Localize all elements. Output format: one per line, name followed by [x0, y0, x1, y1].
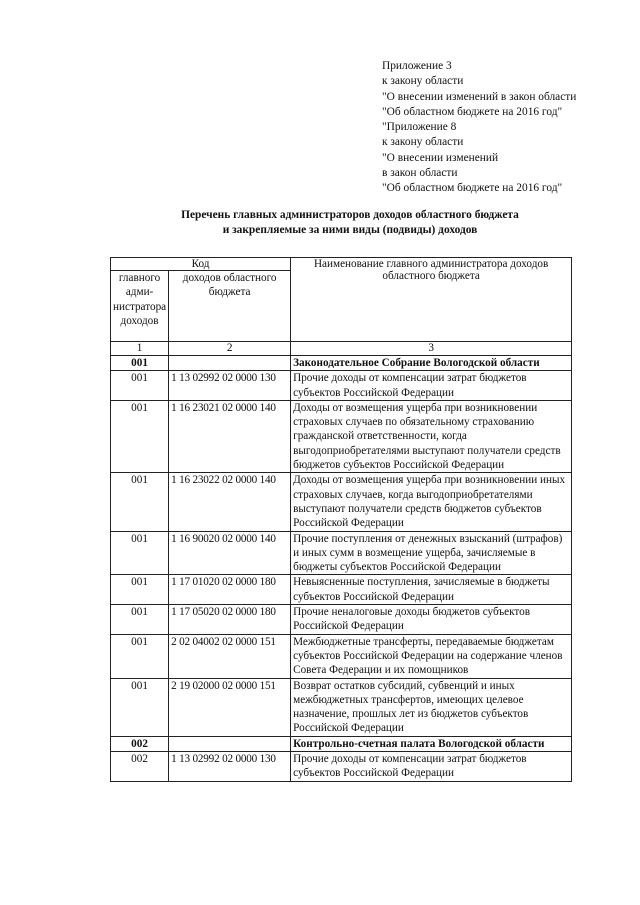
- admin-code-cell: 001: [111, 531, 169, 575]
- column-numbers-row: [111, 342, 572, 356]
- admin-code-cell: 002: [111, 752, 169, 782]
- appendix-line: в закон области: [382, 167, 458, 180]
- table-header-row: [111, 258, 572, 271]
- column-number: 2: [169, 342, 291, 356]
- appendix-line: к закону области: [382, 75, 464, 88]
- revenue-name-cell: Прочие поступления от денежных взысканий (штрафов) и иных сумм в возмещение ущерба, зачисляемые в бюджеты субъектов Российской Федерации: [291, 531, 572, 575]
- table-row: [111, 531, 572, 575]
- revenue-name-cell: Контрольно-счетная палата Вологодской области: [291, 736, 572, 751]
- table-row: [111, 678, 572, 736]
- revenue-code-cell: 1 17 05020 02 0000 180: [169, 605, 291, 635]
- admin-code-cell: 001: [111, 634, 169, 678]
- admin-code-cell: 002: [111, 736, 169, 751]
- revenue-code-cell: [169, 736, 291, 751]
- admin-code-cell: 001: [111, 473, 169, 531]
- admin-code-cell: 001: [111, 605, 169, 635]
- revenue-name-cell: Прочие доходы от компенсации затрат бюджетов субъектов Российской Федерации: [291, 752, 572, 782]
- revenue-name-cell: Доходы от возмещения ущерба при возникновении иных страховых случаев, когда выгодоприобретателями выступают получатели средств бюджетов субъектов Российской Федерации: [291, 473, 572, 531]
- revenue-code-cell: 2 19 02000 02 0000 151: [169, 678, 291, 736]
- revenue-code-cell: 1 16 90020 02 0000 140: [169, 531, 291, 575]
- revenue-name-cell: Прочие доходы от компенсации затрат бюджетов субъектов Российской Федерации: [291, 371, 572, 401]
- revenue-code-cell: 1 16 23021 02 0000 140: [169, 400, 291, 472]
- section-row: [111, 356, 572, 371]
- table-row: [111, 371, 572, 401]
- revenue-code-cell: 1 13 02992 02 0000 130: [169, 752, 291, 782]
- revenue-code-cell: 2 02 04002 02 0000 151: [169, 634, 291, 678]
- table-row: [111, 575, 572, 605]
- appendix-line: "О внесении изменений: [382, 151, 499, 164]
- appendix-line: "Об областном бюджете на 2016 год": [382, 182, 563, 195]
- admin-code-cell: 001: [111, 356, 169, 371]
- appendix-line: к закону области: [382, 136, 464, 149]
- revenue-administrators-table: [110, 257, 572, 782]
- table-row: [111, 752, 572, 782]
- header-admin: главного адми- нистратора доходов: [111, 271, 169, 342]
- header-code: Код: [111, 258, 291, 271]
- revenue-code-cell: 1 17 01020 02 0000 180: [169, 575, 291, 605]
- table-row: [111, 634, 572, 678]
- admin-code-cell: 001: [111, 678, 169, 736]
- table-row: [111, 605, 572, 635]
- revenue-name-cell: Законодательное Собрание Вологодской области: [291, 356, 572, 371]
- title-line-2: и закрепляемые за ними виды (подвиды) доходов: [222, 224, 478, 236]
- revenue-code-cell: [169, 356, 291, 371]
- appendix-block: [382, 59, 632, 197]
- table-row: [111, 400, 572, 472]
- revenue-name-cell: Межбюджетные трансферты, передаваемые бюджетам субъектов Российской Федерации на содержание членов Совета Федерации и их помощников: [291, 634, 572, 678]
- revenue-code-cell: 1 13 02992 02 0000 130: [169, 371, 291, 401]
- header-name: Наименование главного администратора доходов областного бюджета: [291, 258, 572, 342]
- appendix-line: "Об областном бюджете на 2016 год": [382, 105, 563, 118]
- revenue-name-cell: Доходы от возмещения ущерба при возникновении страховых случаев по обязательному страхованию гражданской ответственности, когда выгодоприобретателями выступают получатели средств бюджетов субъектов Российской Федерации: [291, 400, 572, 472]
- revenue-name-cell: Невыясненные поступления, зачисляемые в бюджеты субъектов Российской Федерации: [291, 575, 572, 605]
- admin-code-cell: 001: [111, 371, 169, 401]
- column-number: 3: [291, 342, 572, 356]
- table-row: [111, 473, 572, 531]
- appendix-line: "О внесении изменений в закон области: [382, 90, 577, 103]
- appendix-line: "Приложение 8: [382, 121, 457, 134]
- document-title: [100, 208, 600, 238]
- admin-code-cell: 001: [111, 400, 169, 472]
- admin-code-cell: 001: [111, 575, 169, 605]
- column-number: 1: [111, 342, 169, 356]
- revenue-name-cell: Возврат остатков субсидий, субвенций и иных межбюджетных трансфертов, имеющих целевое назначение, прошлых лет из бюджетов субъектов Российской Федерации: [291, 678, 572, 736]
- title-line-1: Перечень главных администраторов доходов областного бюджета: [181, 209, 519, 221]
- appendix-line: Приложение 3: [382, 60, 452, 72]
- revenue-name-cell: Прочие неналоговые доходы бюджетов субъектов Российской Федерации: [291, 605, 572, 635]
- revenue-code-cell: 1 16 23022 02 0000 140: [169, 473, 291, 531]
- section-row: [111, 736, 572, 751]
- header-revenue: доходов областного бюджета: [169, 271, 291, 342]
